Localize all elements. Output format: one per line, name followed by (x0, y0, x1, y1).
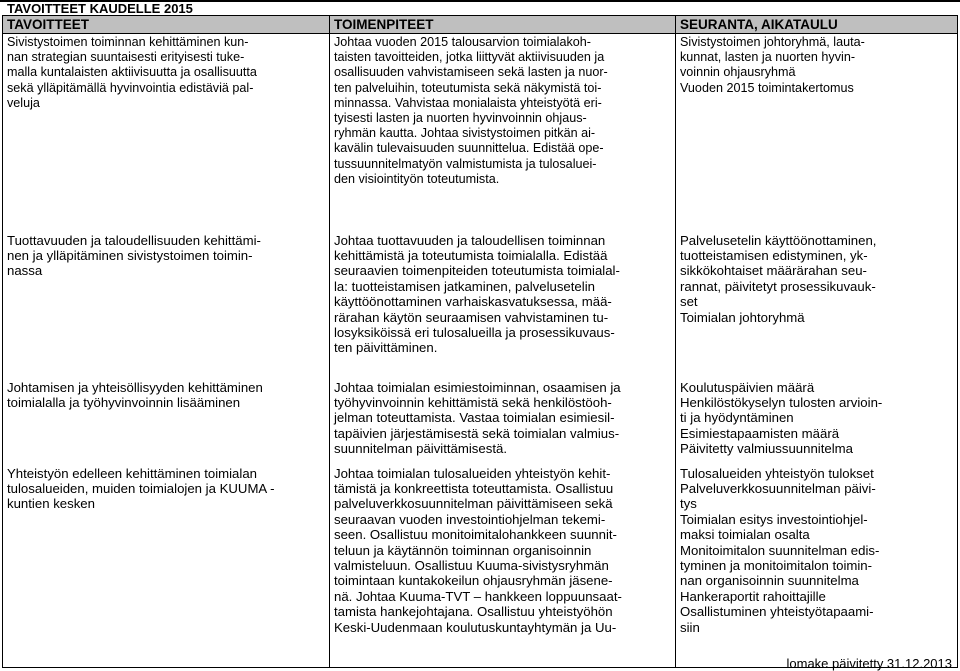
goal-cell: Yhteistyön edelleen kehittäminen toimialan tulosalueiden, muiden toimialojen ja KUUMA - kuntien kesken (3, 466, 330, 668)
table-row (3, 233, 958, 380)
form-updated-note: lomake päivitetty 31.12.2013 (786, 656, 952, 671)
action-cell: Johtaa toimialan tulosalueiden yhteistyön kehit- tämistä ja konkreettista toteuttamista. Osallistuu palveluverkkosuunnitelman päivittämiseen sekä seuraavan vuoden investointiohjelman tekemi- seen. Osallistuu monitoimitalohankkeen suunnit- teluun ja käytännön toiminnan organisoinnin valmisteluun. Osallistuu Kuuma-sivistysryhmän toimintaan kuntakokeilun ohjausryhmän jäsene- nä. Johtaa Kuuma-TVT – hankkeen loppuunsaat- tamista hankejohtajana. Osallistuu yhteistyöhön Keski-Uudenmaan koulutuskuntayhtymän ja Uu- (330, 466, 676, 668)
table-header-row (3, 16, 958, 34)
goal-cell: Tuottavuuden ja taloudellisuuden kehittämi- nen ja ylläpitäminen sivistystoimen toimin- nassa (3, 233, 330, 380)
action-cell: Johtaa tuottavuuden ja taloudellisen toiminnan kehittämistä ja toteutumista toimialalla. Edistää seuraavien toimenpiteiden toteutumista toimialal- la: tuotteistamisen jatkaminen, palvelusetelin käyttöönottaminen varhaiskasvatuksessa, mää- rärahan käytön seuraamisen vahvistaminen tu- losyksiköissä eri tulosalueilla ja prosessikuvaus- ten päivittäminen. (330, 233, 676, 380)
goal-cell: Sivistystoimen toiminnan kehittäminen kun- nan strategian suuntaisesti erityisesti tuke- malla kuntalaisten aktiivisuutta ja osallisuutta sekä ylläpitämällä hyvinvointia edistäviä pal- veluja (3, 34, 330, 233)
table-row (3, 34, 958, 233)
column-header-goals: TAVOITTEET (3, 16, 330, 34)
followup-cell: Sivistystoimen johtoryhmä, lauta- kunnat, lasten ja nuorten hyvin- voinnin ohjausryhmä Vuoden 2015 toimintakertomus (676, 34, 958, 233)
table-row (3, 380, 958, 466)
followup-cell: Tulosalueiden yhteistyön tulokset Palveluverkkosuunnitelman päivi- tys Toimialan esitys investointiohjel- maksi toimialan osalta Monitoimitalon suunnitelman edis- tyminen ja monitoimitalon toimin- nan organisoinnin suunnitelma Hankeraportit rahoittajille Osallistuminen yhteistyötapaami- siin (676, 466, 958, 668)
table-row (3, 466, 958, 668)
followup-cell: Koulutuspäivien määrä Henkilöstökyselyn tulosten arvioin- ti ja hyödyntäminen Esimiestapaamisten määrä Päivitetty valmiussuunnitelma (676, 380, 958, 466)
followup-cell: Palvelusetelin käyttöönottaminen, tuotteistamisen edistyminen, yk- sikkökohtaiset määrärahan seu- rannat, päivitetyt prosessikuvauk- set Toimialan johtoryhmä (676, 233, 958, 380)
page-title: TAVOITTEET KAUDELLE 2015 (0, 0, 960, 14)
column-header-followup: SEURANTA, AIKATAULU (676, 16, 958, 34)
action-cell: Johtaa toimialan esimiestoiminnan, osaamisen ja työhyvinvoinnin kehittämistä sekä henkilöstöoh- jelman toteuttamista. Vastaa toimialan esimiesil- tapäivien järjestämisestä sekä toimialan valmius- suunnitelman päivittämisestä. (330, 380, 676, 466)
column-header-actions: TOIMENPITEET (330, 16, 676, 34)
action-cell: Johtaa vuoden 2015 talousarvion toimialakoh- taisten tavoitteiden, jotka liittyvät aktiivisuuden ja osallisuuden vahvistamiseen sekä lasten ja nuor- ten palveluihin, toteutumista sekä näkymistä toi- minnassa. Vahvistaa monialaista yhteistyötä eri- tyisesti lasten ja nuorten hyvinvoinnin ohjaus- ryhmän kautta. Johtaa sivistystoimen pitkän ai- kavälin tulevaisuuden suunnittelua. Edistää ope- tussuunnitelmatyön valmistumista ja tulosaluei- den visiointityön toteutumista. (330, 34, 676, 233)
goals-table (2, 15, 958, 668)
goal-cell: Johtamisen ja yhteisöllisyyden kehittäminen toimialalla ja työhyvinvoinnin lisääminen (3, 380, 330, 466)
